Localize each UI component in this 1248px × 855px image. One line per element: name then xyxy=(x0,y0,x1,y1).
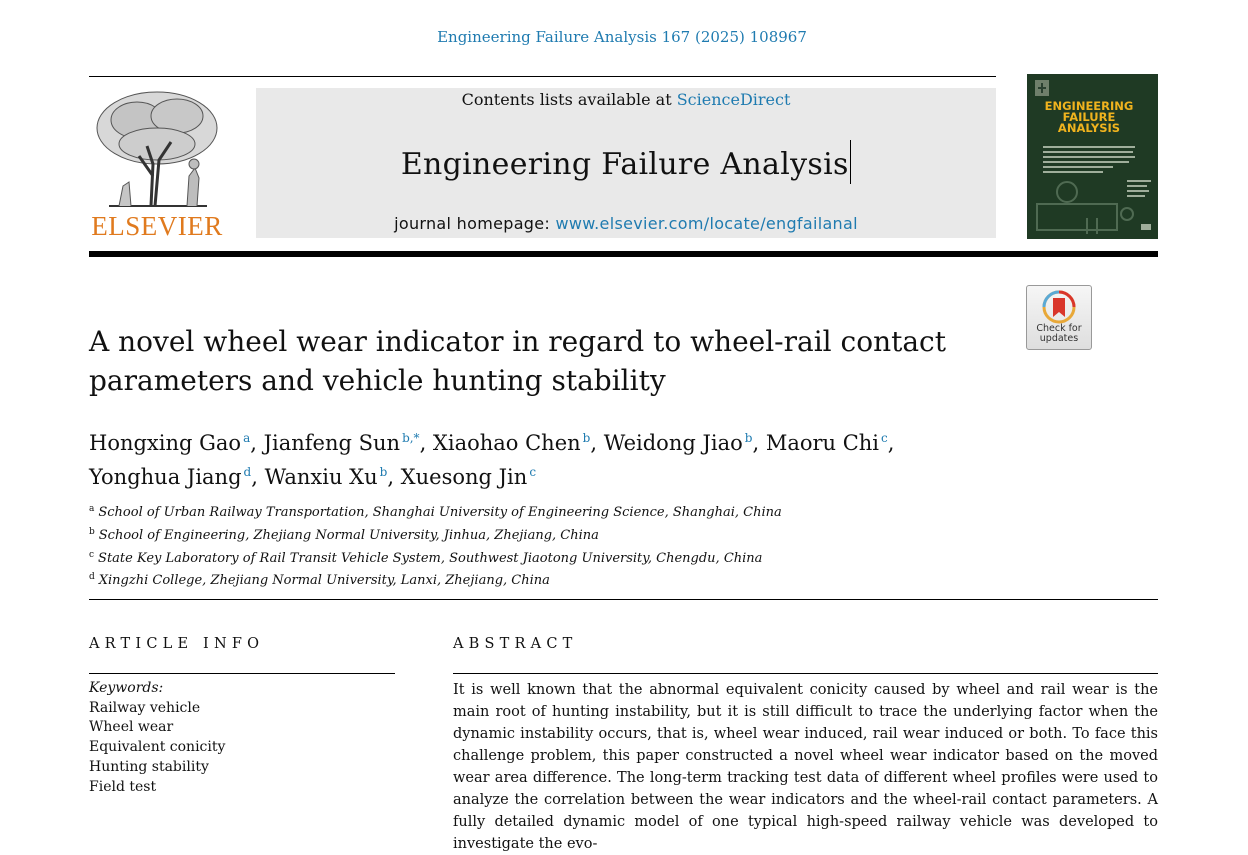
keyword: Equivalent conicity xyxy=(89,739,226,756)
affiliation xyxy=(89,546,989,569)
cover-text-line xyxy=(1043,156,1135,158)
cover-text-line xyxy=(1043,171,1103,173)
author-name[interactable]: Xuesong Jin xyxy=(400,465,528,489)
contents-prefix: Contents lists available at xyxy=(461,90,677,109)
cover-title xyxy=(1027,101,1151,134)
tree-icon xyxy=(89,86,225,212)
article-title-line: parameters and vehicle hunting stability xyxy=(89,364,666,397)
journal-title-text: Engineering Failure Analysis xyxy=(400,147,849,182)
journal-cover[interactable] xyxy=(1027,74,1158,239)
author-name[interactable]: Hongxing Gao xyxy=(89,431,242,455)
homepage-prefix: journal homepage: xyxy=(394,214,556,233)
bookmark-ribbon-icon xyxy=(1041,289,1077,325)
journal-banner xyxy=(256,88,996,238)
elsevier-mini-logo-icon xyxy=(1035,80,1049,96)
check-for-updates-button[interactable] xyxy=(1026,285,1092,350)
affiliation xyxy=(89,500,989,523)
section-rule xyxy=(89,599,1158,600)
header-thick-rule xyxy=(89,251,1158,257)
cover-title-line: FAILURE xyxy=(1062,110,1116,124)
author-affiliation-mark[interactable]: b xyxy=(744,431,753,445)
author-list xyxy=(89,424,989,492)
abstract-text: It is well known that the abnormal equivalent conicity caused by wheel and rail wear is the main root of hunting instability, but it is still difficult to trace the underlying factor when the dynamic instability occurs, that is, wheel wear induced, rail wear induced or both. To face this challenge problem, this paper constructed a novel wheel wear indicator based on the moved wear area difference. The long-term tracking test data of different wheel profiles were used to analyze the correlation between the wear indicators and the wheel-rail contact parameters. A fully detailed dynamic model of one typical high-speed railway vehicle was developed to investigate the evo- xyxy=(453,682,1158,852)
author-affiliation-mark[interactable]: b xyxy=(379,465,388,479)
article-title-line: A novel wheel wear indicator in regard to wheel-rail contact xyxy=(89,325,946,358)
publisher-name: ELSEVIER xyxy=(91,211,223,241)
keyword: Railway vehicle xyxy=(89,699,201,716)
affiliation-text: School of Engineering, Zhejiang Normal University, Jinhua, Zhejiang, China xyxy=(98,527,599,543)
article-info-rule xyxy=(89,673,395,674)
sciencedirect-link[interactable]: ScienceDirect xyxy=(676,90,791,109)
updates-label-line: updates xyxy=(1039,333,1079,344)
affiliation-key: a xyxy=(89,504,95,514)
author-name[interactable]: Wanxiu Xu xyxy=(264,465,378,489)
affiliation-key: c xyxy=(89,549,95,560)
cover-title-line: ENGINEERING xyxy=(1044,99,1134,113)
homepage-link[interactable]: www.elsevier.com/locate/engfailanal xyxy=(555,214,858,233)
cover-title-line: ANALYSIS xyxy=(1057,121,1121,135)
keyword: Hunting stability xyxy=(89,758,209,775)
keyword: Field test xyxy=(89,778,157,795)
text-cursor xyxy=(850,140,852,184)
affiliation-key: b xyxy=(89,526,95,537)
cover-text-line xyxy=(1043,151,1133,153)
author-name[interactable]: Maoru Chi xyxy=(765,431,880,455)
article-info-heading: ARTICLE INFO xyxy=(89,636,265,652)
cover-text-line xyxy=(1043,146,1135,148)
affiliation-list xyxy=(89,500,989,591)
article-title xyxy=(89,322,989,400)
affiliation-text: School of Urban Railway Transportation, Shanghai University of Engineering Science, Shanghai, China xyxy=(98,505,782,520)
abstract-heading: ABSTRACT xyxy=(453,636,578,652)
author-affiliation-mark[interactable]: c xyxy=(529,465,537,479)
author-name[interactable]: Jianfeng Sun xyxy=(263,431,401,455)
affiliation xyxy=(89,568,989,591)
elsevier-logo[interactable] xyxy=(89,86,225,240)
keywords-label: Keywords: xyxy=(89,680,164,696)
homepage-line xyxy=(256,214,996,233)
updates-label xyxy=(1027,324,1091,344)
contents-line xyxy=(256,90,996,109)
author-name[interactable]: Yonghua Jiang xyxy=(89,465,242,489)
author-line: Yonghua Jiang $^d$, Wanxiu Xu $^b$, Xuesong Jin $^c$ xyxy=(89,465,537,489)
author-affiliation-mark[interactable]: c xyxy=(881,431,888,445)
journal-citation[interactable]: Engineering Failure Analysis 167 (2025) 108967 xyxy=(437,28,807,46)
cover-text-line xyxy=(1043,166,1113,168)
author-affiliation-mark[interactable]: a xyxy=(243,431,251,445)
affiliation xyxy=(89,523,989,546)
affiliation-text: State Key Laboratory of Rail Transit Vehicle System, Southwest Jiaotong University, Chengdu, China xyxy=(98,550,763,566)
author-name[interactable]: Weidong Jiao xyxy=(603,431,743,455)
author-affiliation-mark[interactable]: b,* xyxy=(402,431,420,445)
header-rule xyxy=(89,76,996,77)
author-affiliation-mark[interactable]: b xyxy=(582,431,591,445)
updates-label-line: Check for xyxy=(1036,323,1082,334)
author-line: Hongxing Gao $^a$, Jianfeng Sun $^{b,*}$, Xiaohao Chen $^b$, Weidong Jiao $^b$, Maoru Chi $^c$, xyxy=(89,431,895,455)
keyword: Wheel wear xyxy=(89,719,174,736)
author-affiliation-mark[interactable]: d xyxy=(243,465,252,479)
author-name[interactable]: Xiaohao Chen xyxy=(432,431,581,455)
cover-text-line xyxy=(1043,161,1129,163)
keyword-list xyxy=(89,679,225,797)
affiliation-key: d xyxy=(89,572,95,583)
abstract-rule xyxy=(453,673,1158,674)
cover-illustration-icon xyxy=(1027,174,1158,239)
journal-title xyxy=(256,140,996,184)
affiliation-text: Xingzhi College, Zhejiang Normal University, Lanxi, Zhejiang, China xyxy=(98,573,550,589)
